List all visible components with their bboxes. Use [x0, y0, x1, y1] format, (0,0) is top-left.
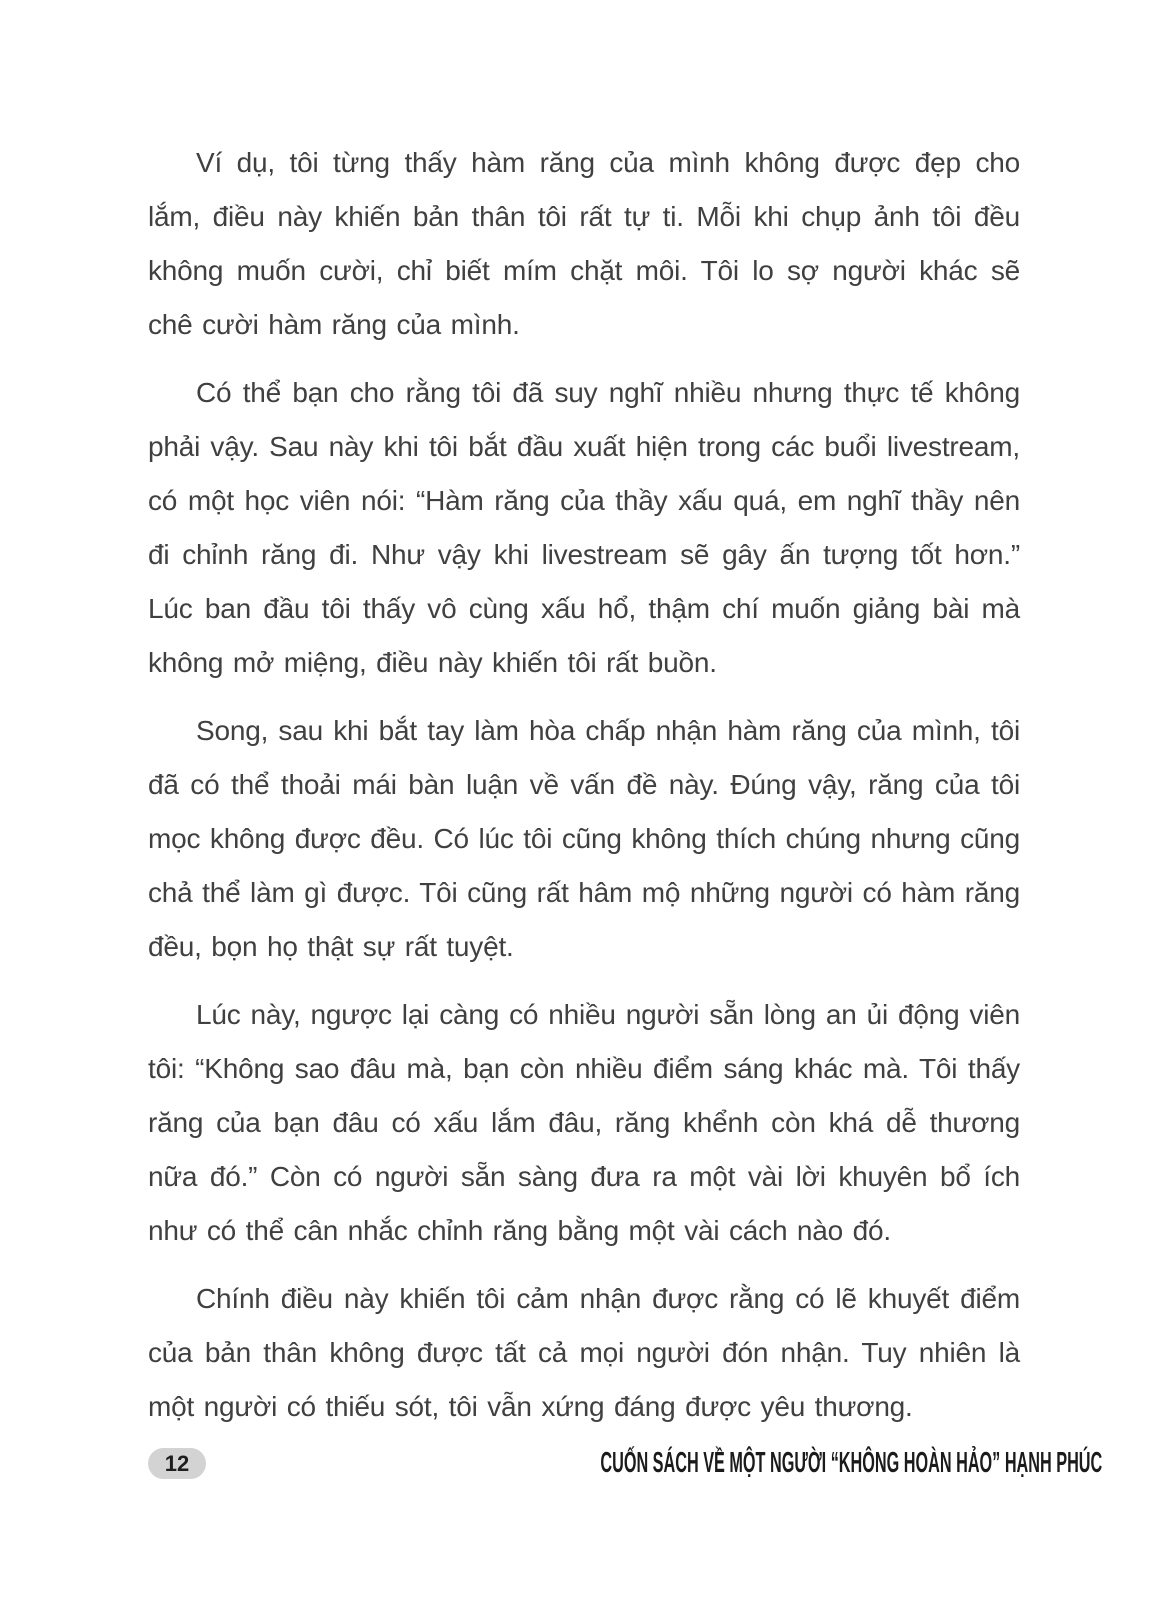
footer-book-title: CUỐN SÁCH VỀ MỘT NGƯỜI “KHÔNG HOÀN HẢO” HẠNH PHÚC [600, 1446, 1103, 1479]
page-number-badge: 12 [148, 1448, 206, 1479]
paragraph-2: Có thể bạn cho rằng tôi đã suy nghĩ nhiều nhưng thực tế không phải vậy. Sau này khi tôi bắt đầu xuất hiện trong các buổi livestream, có một học viên nói: “Hàm răng của thầy xấu quá, em nghĩ thầy nên đi chỉnh răng đi. Như vậy khi livestream sẽ gây ấn tượng tốt hơn.” Lúc ban đầu tôi thấy vô cùng xấu hổ, thậm chí muốn giảng bài mà không mở miệng, điều này khiến tôi rất buồn. [148, 377, 1020, 678]
paragraph-1: Ví dụ, tôi từng thấy hàm răng của mình không được đẹp cho lắm, điều này khiến bản thân tôi rất tự ti. Mỗi khi chụp ảnh tôi đều không muốn cười, chỉ biết mím chặt môi. Tôi lo sợ người khác sẽ chê cười hàm răng của mình. [148, 147, 1020, 340]
paragraph-4: Lúc này, ngược lại càng có nhiều người sẵn lòng an ủi động viên tôi: “Không sao đâu mà, bạn còn nhiều điểm sáng khác mà. Tôi thấy răng của bạn đâu có xấu lắm đâu, răng khểnh còn khá dễ thương nữa đó.” Còn có người sẵn sàng đưa ra một vài lời khuyên bổ ích như có thể cân nhắc chỉnh răng bằng một vài cách nào đó. [148, 999, 1020, 1246]
page-body-text [148, 136, 1020, 1448]
page-footer [148, 1446, 1103, 1480]
paragraph-3: Song, sau khi bắt tay làm hòa chấp nhận hàm răng của mình, tôi đã có thể thoải mái bàn luận về vấn đề này. Đúng vậy, răng của tôi mọc không được đều. Có lúc tôi cũng không thích chúng nhưng cũng chả thể làm gì được. Tôi cũng rất hâm mộ những người có hàm răng đều, bọn họ thật sự rất tuyệt. [148, 715, 1020, 962]
paragraph-5: Chính điều này khiến tôi cảm nhận được rằng có lẽ khuyết điểm của bản thân không được tất cả mọi người đón nhận. Tuy nhiên là một người có thiếu sót, tôi vẫn xứng đáng được yêu thương. [148, 1283, 1020, 1422]
